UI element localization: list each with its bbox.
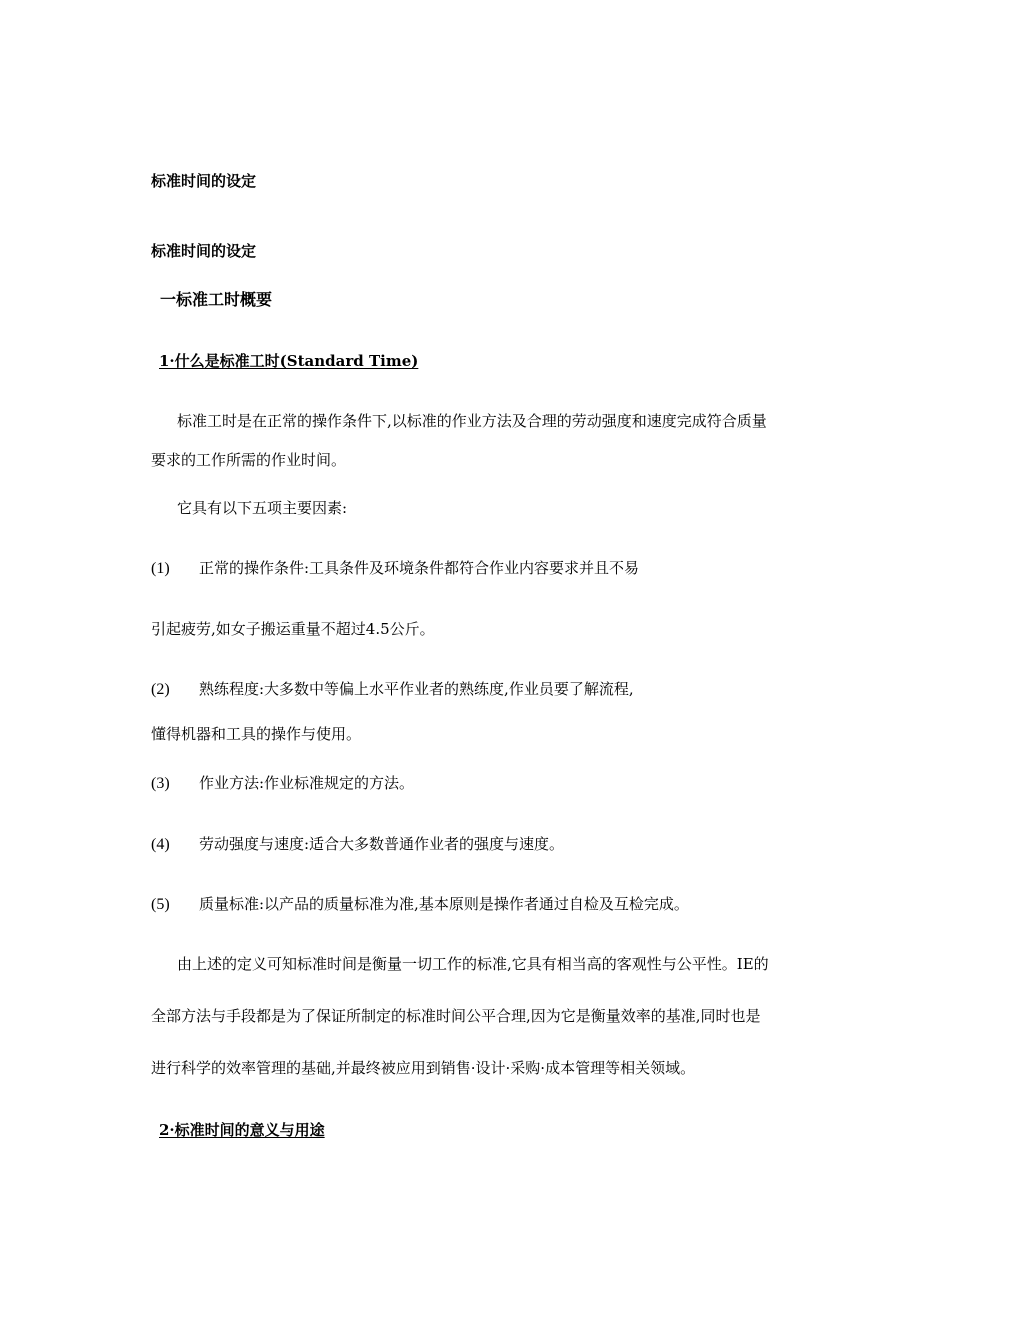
list-number: (1) [151, 560, 170, 577]
list-item [151, 894, 689, 915]
heading-meaning-and-use: 2·标准时间的意义与用途 [159, 1121, 325, 1139]
list-item [151, 773, 414, 794]
list-continuation: 引起疲劳,如女子搬运重量不超过4.5公斤。 [151, 620, 435, 638]
list-text: 质量标准:以产品的质量标准为准,基本原则是操作者通过自检及互检完成。 [199, 895, 689, 913]
list-text: 作业方法:作业标准规定的方法。 [199, 774, 415, 792]
paragraph-line: 它具有以下五项主要因素: [177, 499, 348, 517]
list-number: (4) [151, 836, 170, 853]
list-number: (5) [151, 896, 170, 913]
list-number: (2) [151, 681, 170, 698]
list-continuation: 懂得机器和工具的操作与使用。 [151, 725, 362, 743]
list-text: 正常的操作条件:工具条件及环境条件都符合作业内容要求并且不易 [199, 559, 640, 577]
paragraph-line: 进行科学的效率管理的基础,并最终被应用到销售·设计·采购·成本管理等相关领域。 [151, 1059, 696, 1077]
list-item [151, 834, 564, 855]
paragraph-line: 由上述的定义可知标准时间是衡量一切工作的标准,它具有相当高的客观性与公平性。IE的 [177, 955, 769, 973]
section-heading: 一标准工时概要 [160, 290, 273, 309]
paragraph-line: 标准工时是在正常的操作条件下,以标准的作业方法及合理的劳动强度和速度完成符合质量 [177, 412, 767, 430]
paragraph-line: 全部方法与手段都是为了保证所制定的标准时间公平合理,因为它是衡量效率的基准,同时也是 [151, 1007, 761, 1025]
paragraph-line: 要求的工作所需的作业时间。 [151, 451, 347, 469]
list-item [151, 679, 634, 700]
list-item [151, 558, 639, 579]
heading-what-is-standard-time: 1·什么是标准工时(Standard Time) [159, 352, 419, 370]
list-text: 劳动强度与速度:适合大多数普通作业者的强度与速度。 [199, 835, 565, 853]
doc-title: 标准时间的设定 [151, 172, 257, 190]
doc-subtitle: 标准时间的设定 [151, 242, 257, 260]
list-text: 熟练程度:大多数中等偏上水平作业者的熟练度,作业员要了解流程, [199, 680, 634, 698]
list-number: (3) [151, 775, 170, 792]
